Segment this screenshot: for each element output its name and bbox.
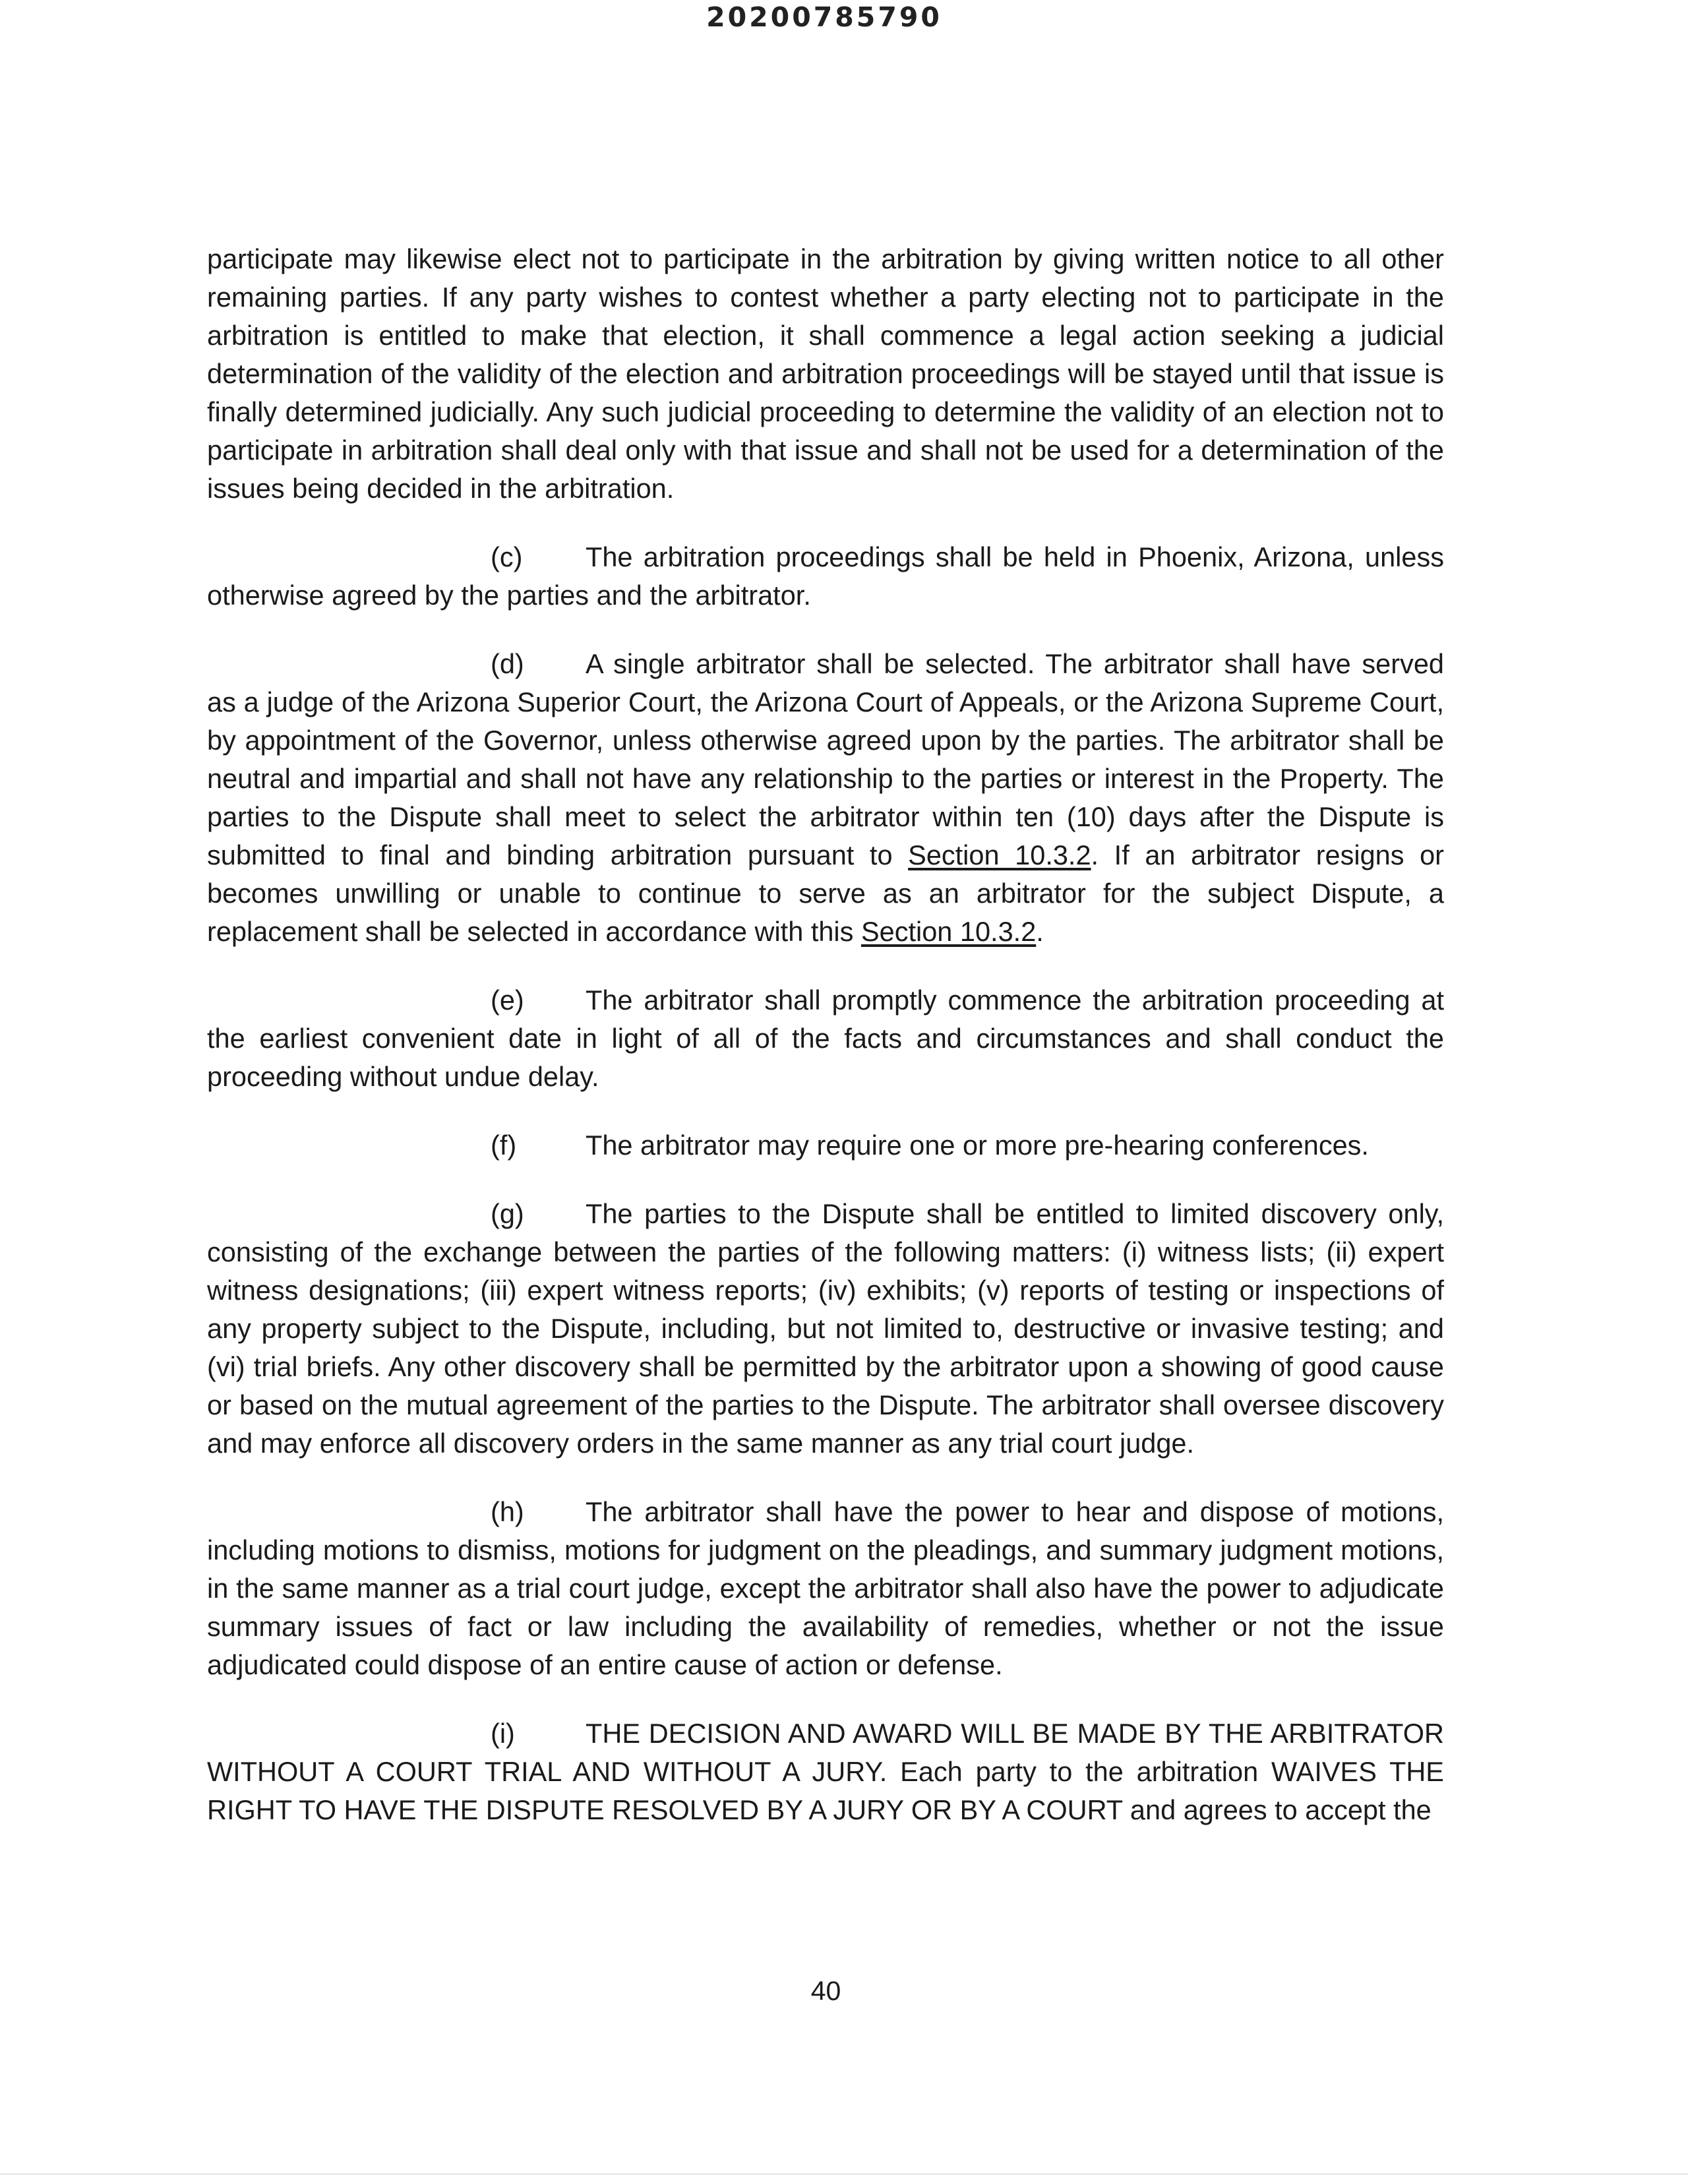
paragraph-c [207,538,1444,615]
page-number: 40 [810,1976,841,2006]
paragraph-d [207,645,1444,951]
item-label-c: (c) [491,541,523,572]
item-label-f: (f) [491,1130,517,1161]
item-text-d-part1: A single arbitrator shall be selected. The arbitrator shall have served as a judge of the Arizona Superior Court, the Arizona Court of Appeals, or the Arizona Supreme Court, by appointment of the Governor, unless otherwise agreed upon by the parties. The arbitrator shall be neutral and impartial and shall not have any relationship to the parties or interest in the Property. The parties to the Dispute shall meet to select the arbitrator within ten (10) days after the Dispute is submitted to final and binding arbitration pursuant to [207,648,1444,870]
section-reference-link: Section 10.3.2 [908,839,1091,870]
item-text-h: The arbitrator shall have the power to hear and dispose of motions, including motions to dismiss, motions for judgment on the pleadings, and summary judgment motions, in the same manner as a trial court judge, except the arbitrator shall also have the power to adjudicate summary issues of fact or law including the availability of remedies, whether or not the issue adjudicated could dispose of an entire cause of action or defense. [207,1496,1444,1680]
item-text-f: The arbitrator may require one or more pre-hearing conferences. [586,1130,1369,1161]
item-label-d: (d) [491,648,524,679]
item-text-d-part3: . [1036,916,1044,947]
item-label-g: (g) [491,1198,524,1229]
paragraph-g [207,1195,1444,1463]
paragraph-i [207,1714,1444,1829]
paragraph-intro: participate may likewise elect not to participate in the arbitration by giving written notice to all other remaining parties. If any party wishes to contest whether a party electing not to participate in the arbitration is entitled to make that election, it shall commence a legal action seeking a judicial determination of the validity of the election and arbitration proceedings will be stayed until that issue is finally determined judicially. Any such judicial proceeding to determine the validity of an election not to participate in arbitration shall deal only with that issue and shall not be used for a determination of the issues being decided in the arbitration. [207,243,1444,504]
paragraph-h [207,1493,1444,1684]
item-text-c: The arbitration proceedings shall be held in Phoenix, Arizona, unless otherwise agreed by the parties and the arbitrator. [207,541,1444,611]
document-body [207,240,1444,1829]
item-text-d-part2: . If an arbitrator resigns or becomes unwilling or unable to continue to serve as an arbitrator for the subject Dispute, a replacement shall be selected in accordance with this [207,839,1444,947]
item-text-g: The parties to the Dispute shall be entitled to limited discovery only, consisting of the exchange between the parties of the following matters: (i) witness lists; (ii) expert witness designations; (iii) expert witness reports; (iv) exhibits; (v) reports of testing or inspections of any property subject to the Dispute, including, but not limited to, destructive or invasive testing; and (vi) trial briefs. Any other discovery shall be permitted by the arbitrator upon a showing of good cause or based on the mutual agreement of the parties to the Dispute. The arbitrator shall oversee discovery and may enforce all discovery orders in the same manner as any trial court judge. [207,1198,1444,1459]
document-number: 20200785790 [706,1,942,33]
item-label-h: (h) [491,1496,524,1527]
item-label-i: (i) [491,1718,515,1749]
paragraph-e [207,981,1444,1096]
scan-edge-divider [0,2173,1688,2175]
item-text-e: The arbitrator shall promptly commence the arbitration proceeding at the earliest convenient date in light of all of the facts and circumstances and shall conduct the proceeding without undue delay. [207,985,1444,1092]
section-reference-link: Section 10.3.2 [860,916,1037,947]
item-text-i: THE DECISION AND AWARD WILL BE MADE BY THE ARBITRATOR WITHOUT A COURT TRIAL AND WITHOUT A JURY. Each party to the arbitration WAIVES THE RIGHT TO HAVE THE DISPUTE RESOLVED BY A JURY OR BY A COURT and agrees to accept the [207,1718,1444,1825]
item-label-e: (e) [491,985,524,1016]
paragraph-f [207,1126,1444,1165]
